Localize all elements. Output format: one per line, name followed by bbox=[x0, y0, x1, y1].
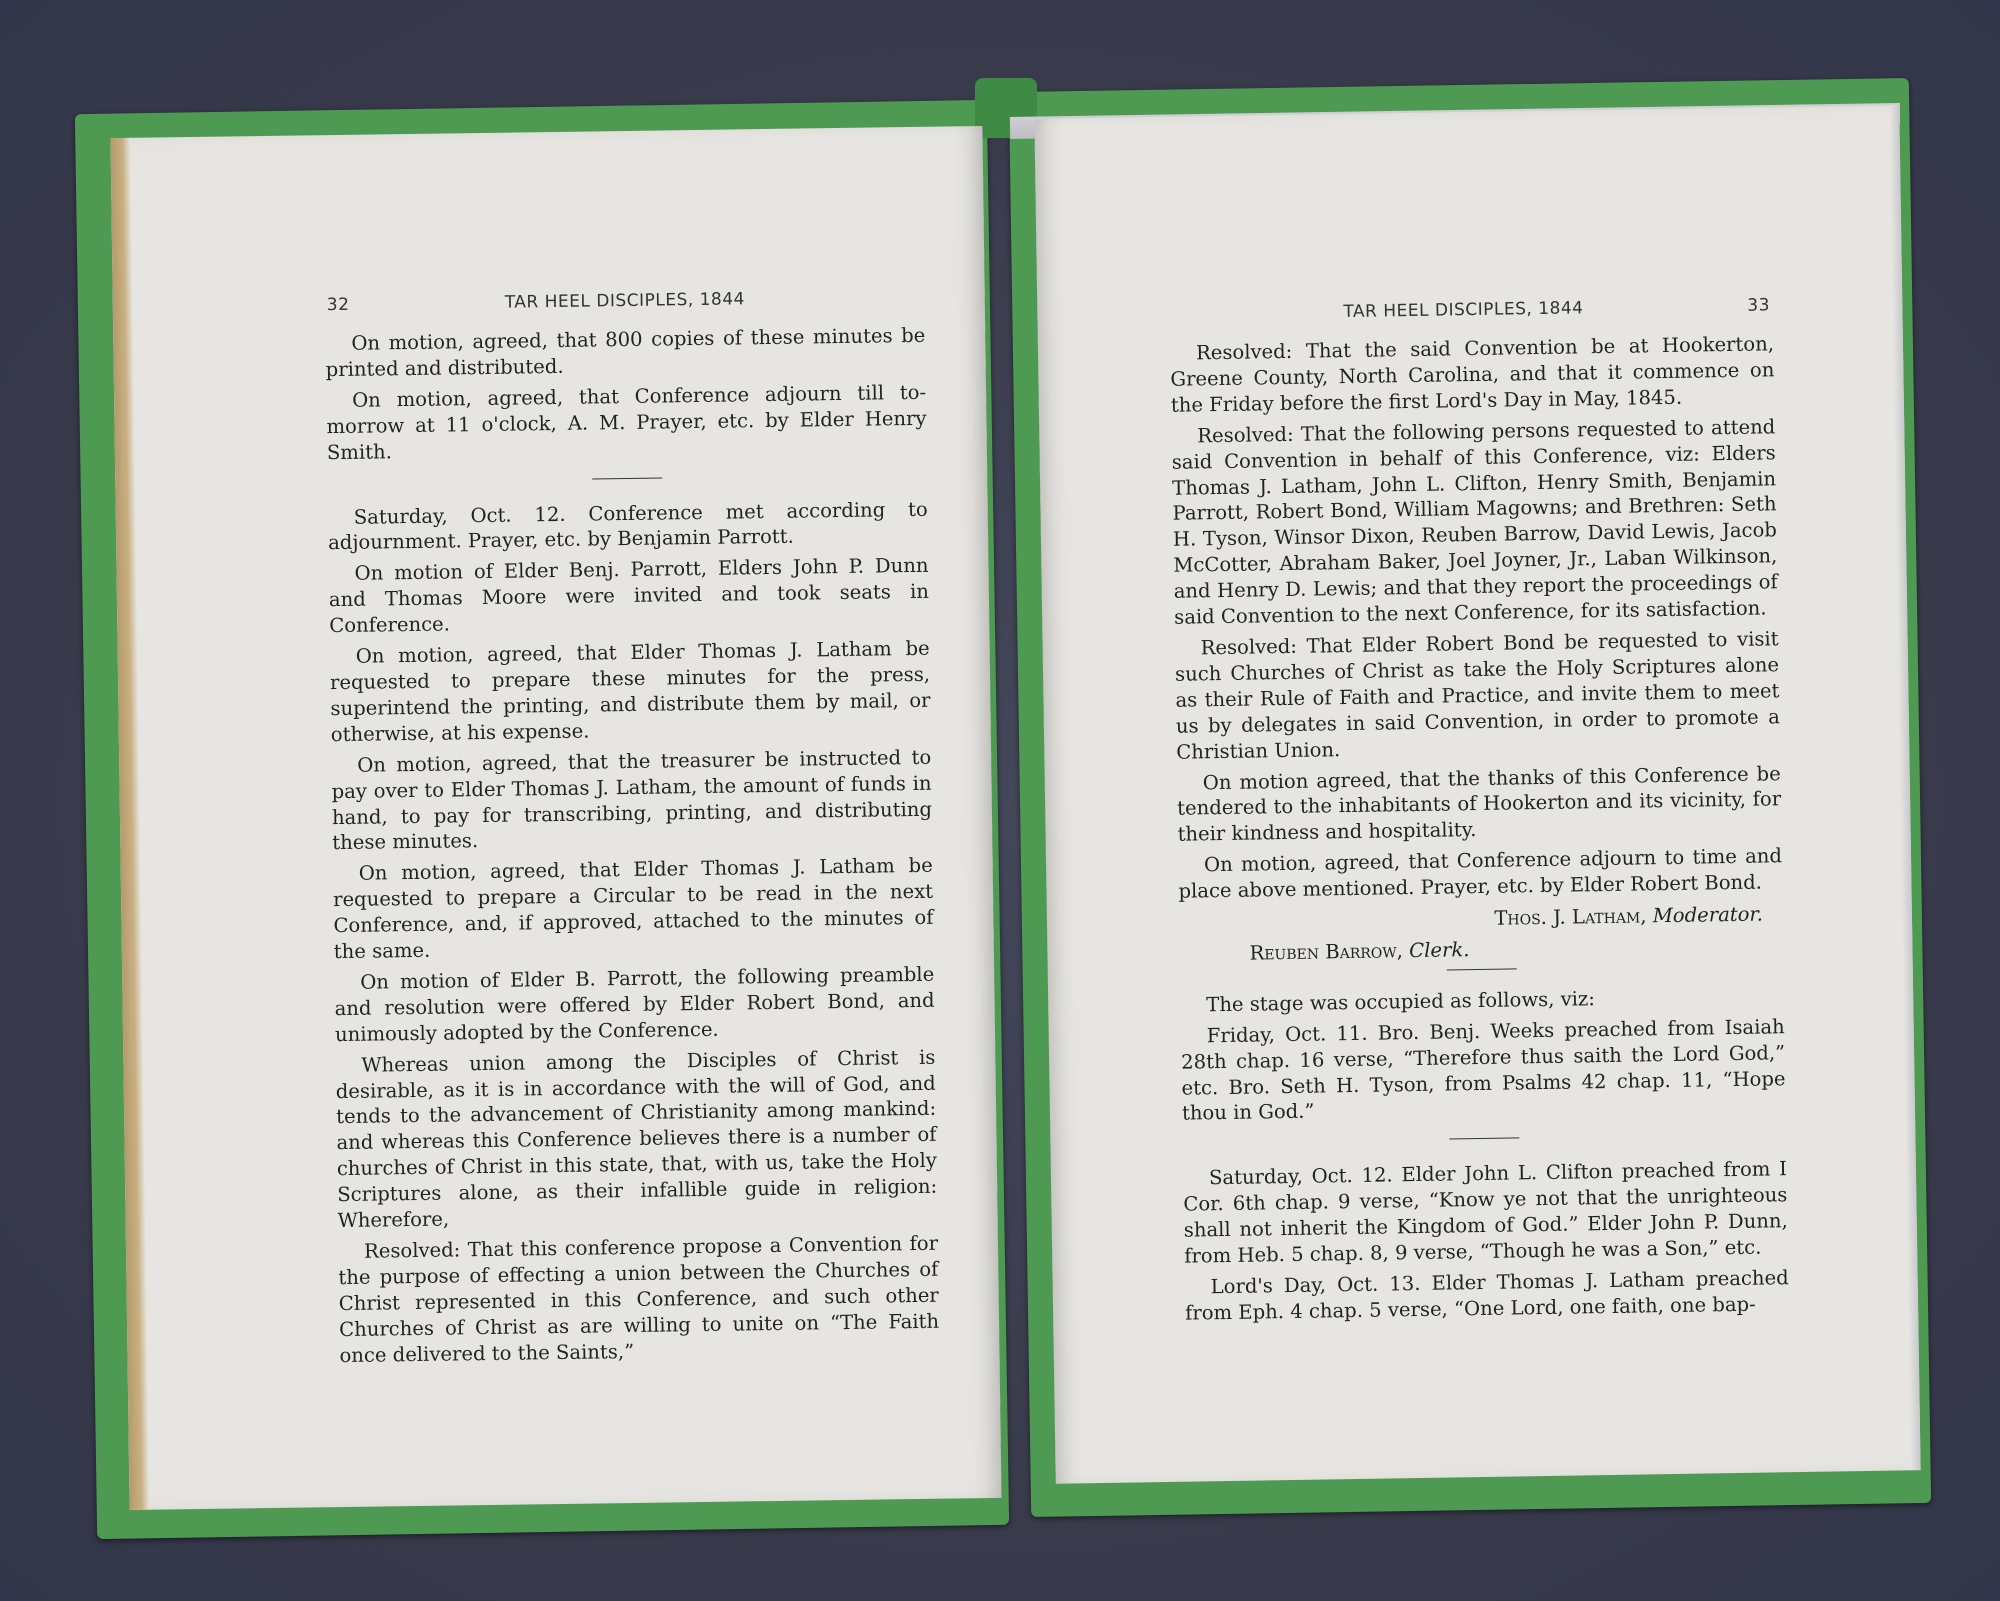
right-page-body bbox=[1170, 331, 1789, 1331]
right-page-number: 33 bbox=[1747, 295, 1771, 316]
section-divider bbox=[1447, 968, 1517, 970]
paragraph: On motion, agreed, that Elder Thomas J. Latham be requested to prepare a Circular to be read in the next Conference, and, if approved, attached to the minutes of the same. bbox=[332, 854, 934, 964]
paragraph: Whereas union among the Disciples of Christ is desirable, as it is in accordance with the will of God, and tends to the advancement of Christianity among mankind: and whereas this Conference believes there is a number of churches of Christ in this state, that, with us, take the Holy Scriptures alone, as their infallible guide in religion: Wherefore, bbox=[335, 1045, 938, 1233]
paragraph: On motion, agreed, that Elder Thomas J. Latham be requested to prepare these minutes for the press, superintend the printing, and distribute them by mail, or otherwise, at his expense. bbox=[329, 636, 931, 746]
moderator-title: Moderator. bbox=[1652, 902, 1764, 928]
clerk-signature bbox=[1179, 932, 1783, 967]
paragraph: Resolved: That Elder Robert Bond be requested to visit such Churches of Christ as take the Holy Scriptures alone as their Rule of Faith and Practice, and invite them to meet us by delegates in said Convention, in order to promote a Christian Union. bbox=[1174, 627, 1780, 764]
paragraph: Resolved: That the said Convention be at Hookerton, Greene County, North Carolina, and that it commence on the Friday before the first Lord's Day in May, 1845. bbox=[1170, 332, 1775, 417]
section-divider bbox=[1449, 1138, 1519, 1140]
clerk-title: Clerk. bbox=[1408, 938, 1470, 963]
moderator-signature bbox=[1179, 901, 1783, 936]
moderator-name: Thos. J. Latham, bbox=[1494, 904, 1647, 930]
section-divider bbox=[592, 477, 662, 479]
left-page bbox=[110, 126, 1001, 1510]
paragraph: Saturday, Oct. 12. Elder John L. Clifton preached from I Cor. 6th chap. 9 verse, “Know ye not that the unrighteous shall not inherit the Kingdom of God.” Elder John P. Dunn, from Heb. 5 chap. 8, 9 verse, “Though he was a Son,” etc. bbox=[1183, 1157, 1788, 1268]
clerk-name: Reuben Barrow, bbox=[1249, 939, 1404, 965]
paragraph: Saturday, Oct. 12. Conference met according to adjournment. Prayer, etc. by Benjamin Parrott. bbox=[327, 497, 928, 555]
paragraph: Resolved: That this conference propose a Convention for the purpose of effecting a union between the Churches of Christ represented in this Conference, and such other Churches of Christ as are willing to unite on “The Faith once delivered to the Saints,” bbox=[338, 1231, 940, 1367]
paragraph: The stage was occupied as follows, viz: bbox=[1206, 987, 1596, 1017]
paragraph: Friday, Oct. 11. Bro. Benj. Weeks preached from Isaiah 28th chap. 16 verse, “Therefore thus saith the Lord God,” etc. Bro. Seth H. Tyson, from Psalms 42 chap. 11, “Hope thou in God.” bbox=[1180, 1014, 1786, 1126]
paragraph: On motion of Elder B. Parrott, the following preamble and resolution were offered by Elder Robert Bond, and unimously adopted by the Conference. bbox=[334, 962, 935, 1046]
right-running-head: TAR HEEL DISCIPLES, 1844 bbox=[1343, 298, 1584, 323]
paragraph: Resolved: That the following persons requested to attend said Convention in behalf of this Conference, viz: Elders Thomas J. Latham, John L. Clifton, Henry Smith, Benjamin Parrott, Robert Bond, William Magowns; and Brethren: Seth H. Tyson, Winsor Dixon, Reuben Barrow, David Lewis, Jacob McCotter, Abraham Baker, Joel Joyner, Jr., Laban Wilkinson, and Henry D. Lewis; and that they report the proceedings of said Convention to the next Conference, for its satisfaction. bbox=[1171, 414, 1778, 629]
paragraph: On motion of Elder Benj. Parrott, Elders John P. Dunn and Thomas Moore were invited and took seats in Conference. bbox=[328, 554, 930, 638]
paragraph: On motion, agreed, that the treasurer be instructed to pay over to Elder Thomas J. Latham, the amount of funds in hand, to pay for transcribing, printing, and distributing these minutes. bbox=[331, 745, 933, 855]
right-page bbox=[1034, 105, 1920, 1483]
left-page-body bbox=[325, 323, 939, 1374]
left-running-head: TAR HEEL DISCIPLES, 1844 bbox=[504, 289, 746, 313]
paragraph: On motion, agreed, that 800 copies of these minutes be printed and distributed. bbox=[325, 323, 926, 382]
paragraph: Lord's Day, Oct. 13. Elder Thomas J. Latham preached from Eph. 4 chap. 5 verse, “One Lord, one faith, one bap- bbox=[1184, 1266, 1789, 1325]
paragraph: On motion, agreed, that Conference adjourn to time and place above mentioned. Prayer, etc. by Elder Robert Bond. bbox=[1178, 844, 1783, 903]
left-page-number: 32 bbox=[326, 294, 350, 316]
paragraph: On motion agreed, that the thanks of this Conference be tendered to the inhabitants of Hookerton and its vicinity, for their kindness and hospitality. bbox=[1177, 761, 1782, 847]
paragraph: On motion, agreed, that Conference adjourn till to-morrow at 11 o'clock, A. M. Prayer, etc. by Elder Henry Smith. bbox=[326, 380, 927, 464]
